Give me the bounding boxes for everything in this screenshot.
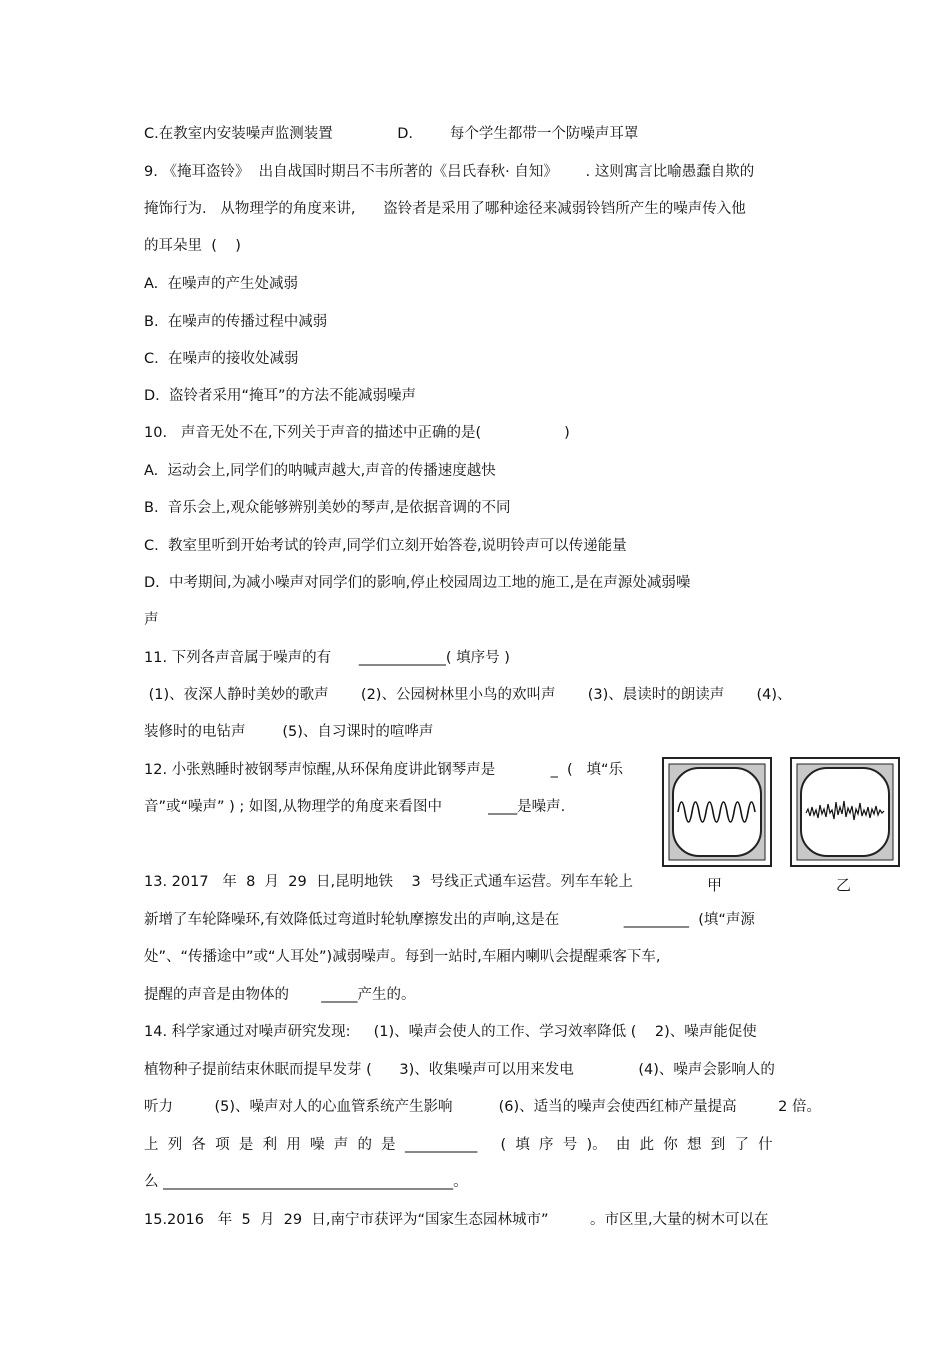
oscilloscope-figure — [662, 757, 912, 897]
text-line: A. 运动会上,同学们的呐喊声越大,声音的传播速度越快 — [144, 463, 496, 479]
text-line: 处”、“传播途中”或“人耳处”)减弱噪声。每到一站时,车厢内喇叭会提醒乘客下车, — [144, 949, 661, 965]
text-line: 么 ________________________________________。 — [144, 1174, 468, 1190]
text-line: 掩饰行为. 从物理学的角度来讲, 盗铃者是采用了哪种途径来减弱铃铛所产生的噪声传入他 — [144, 201, 746, 217]
text-line: 上 列 各 项 是 利 用 噪 声 的 是 __________ ( 填 序 号 )。 由 此 你 想 到 了 什 — [144, 1137, 773, 1153]
text-line: 的耳朵里 ( ) — [144, 238, 241, 254]
text-line: 9. 《掩耳盗铃》 出自战国时期吕不韦所著的《吕氏春秋· 自知》 . 这则寓言比喻愚蠢自欺的 — [144, 164, 755, 180]
text-line: 声 — [144, 612, 159, 628]
text-line: (1)、夜深人静时美妙的歌声 (2)、公园树林里小鸟的欢叫声 (3)、晨读时的朗读声 (4)、 — [144, 687, 792, 703]
oscilloscope-right — [790, 757, 900, 867]
text-line: C.在教室内安装噪声监测装置 D. 每个学生都带一个防噪声耳罩 — [144, 126, 639, 142]
text-line: 音”或“噪声” ) ; 如图,从物理学的角度来看图中 ____是噪声. — [144, 799, 566, 815]
text-line: 听力 (5)、噪声对人的心血管系统产生影响 (6)、适当的噪声会使西红柿产量提高 2 倍。 — [144, 1099, 821, 1115]
text-line: D. 中考期间,为减小噪声对同学们的影响,停止校园周边工地的施工,是在声源处减弱噪 — [144, 575, 691, 591]
text-line: 13. 2017 年 8 月 29 日,昆明地铁 3 号线正式通车运营。列车车轮上 — [144, 874, 633, 890]
text-line: C. 教室里听到开始考试的铃声,同学们立刻开始答卷,说明铃声可以传递能量 — [144, 538, 627, 554]
text-line: 装修时的电钻声 (5)、自习课时的喧哗声 — [144, 724, 434, 740]
text-line: 11. 下列各声音属于噪声的有 ____________( 填序号 ) — [144, 650, 510, 666]
text-line: A. 在噪声的产生处减弱 — [144, 276, 298, 292]
caption-right: 乙 — [836, 876, 852, 894]
text-line: 15.2016 年 5 月 29 日,南宁市获评为“国家生态园林城市” 。市区里,大量的树木可以在 — [144, 1212, 769, 1228]
text-line: 12. 小张熟睡时被钢琴声惊醒,从环保角度讲此钢琴声是 _ ( 填“乐 — [144, 762, 624, 778]
text-line: D. 盗铃者采用“掩耳”的方法不能减弱噪声 — [144, 388, 417, 404]
text-line: 14. 科学家通过对噪声研究发现: (1)、噪声会使人的工作、学习效率降低 ( 2)、噪声能促使 — [144, 1024, 757, 1040]
text-line: 新增了车轮降噪环,有效降低过弯道时轮轨摩擦发出的声响,这是在 _________ (填“声源 — [144, 912, 755, 928]
text-line: 10. 声音无处不在,下列关于声音的描述中正确的是( ) — [144, 425, 570, 441]
text-line: B. 在噪声的传播过程中减弱 — [144, 314, 328, 330]
oscilloscope-left — [662, 757, 772, 867]
caption-left: 甲 — [707, 876, 723, 894]
text-line: 植物种子提前结束休眠而提早发芽 ( 3)、收集噪声可以用来发电 (4)、噪声会影响人的 — [144, 1062, 775, 1078]
text-line: C. 在噪声的接收处减弱 — [144, 351, 299, 367]
text-line: B. 音乐会上,观众能够辨别美妙的琴声,是依据音调的不同 — [144, 500, 511, 516]
text-line: 提醒的声音是由物体的 _____产生的。 — [144, 987, 416, 1003]
